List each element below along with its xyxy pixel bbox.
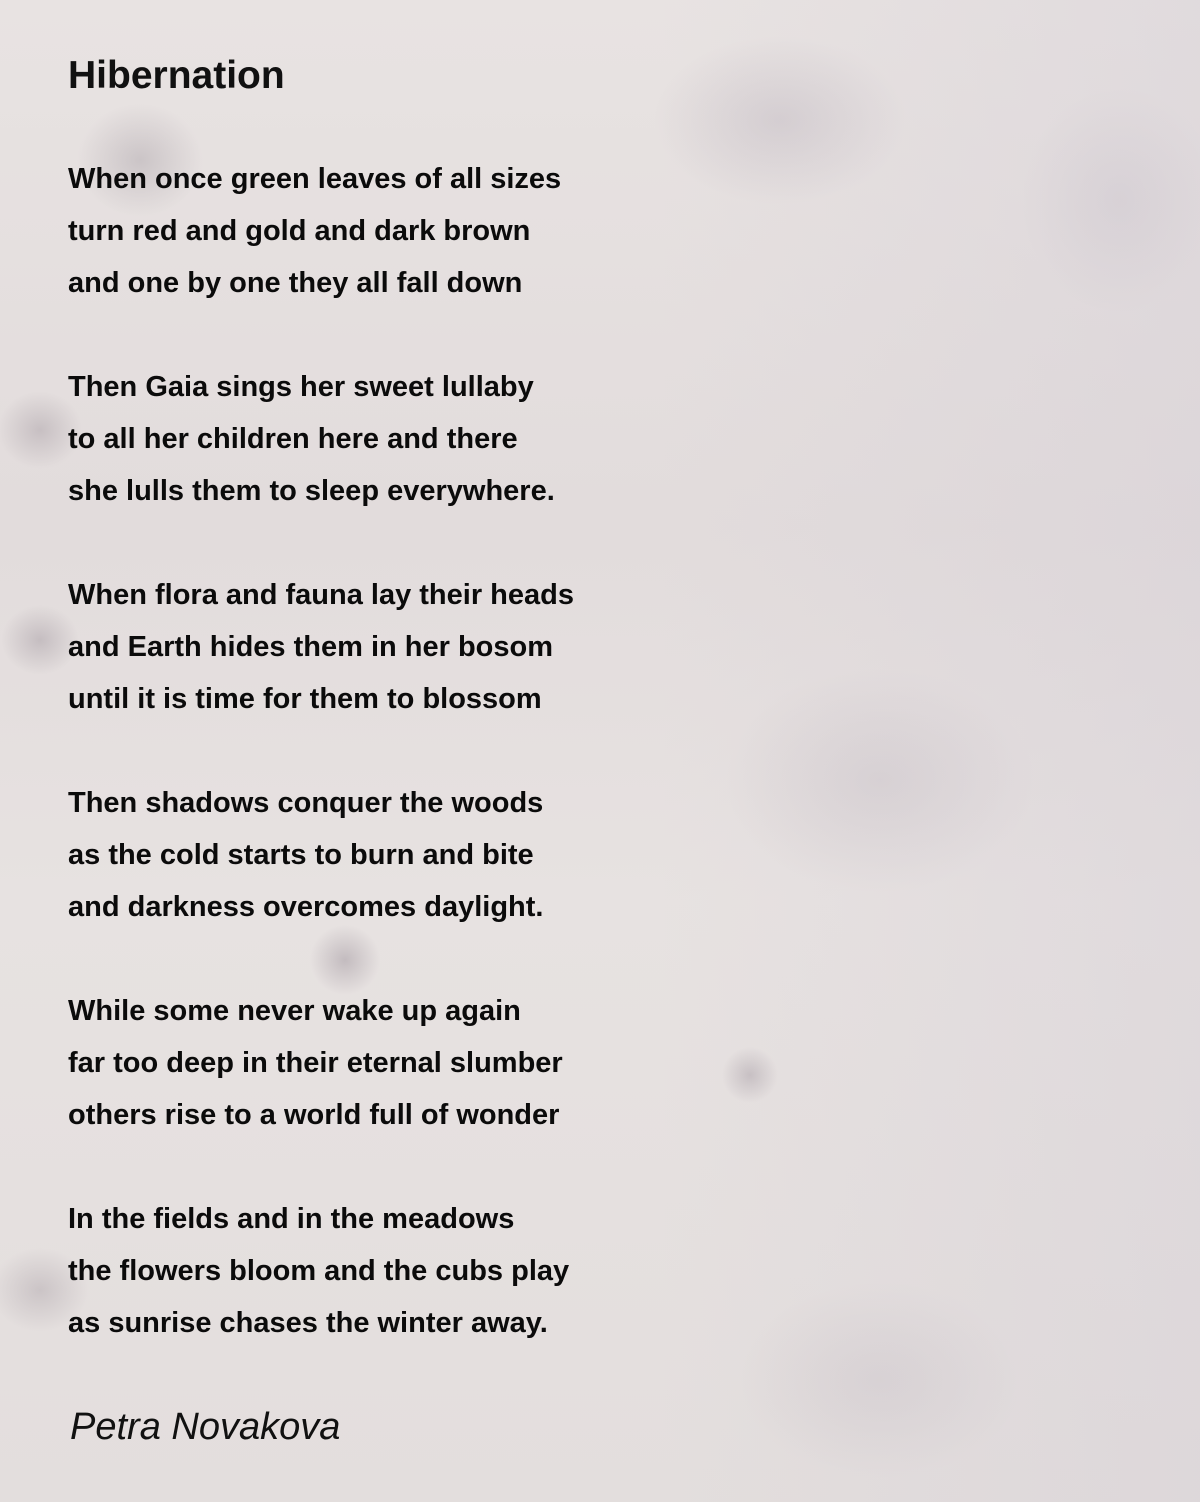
poem-line: as the cold starts to burn and bite [68, 839, 534, 871]
stanza-5 [68, 985, 688, 1141]
poem-line: the flowers bloom and the cubs play [68, 1255, 570, 1287]
poem-line: turn red and gold and dark brown [68, 215, 531, 247]
poem-line: as sunrise chases the winter away. [68, 1307, 548, 1339]
poem-line: and Earth hides them in her bosom [68, 631, 554, 663]
poem-line: others rise to a world full of wonder [68, 1099, 560, 1131]
poem-line: In the fields and in the meadows [68, 1203, 515, 1235]
stanza-6 [68, 1193, 688, 1349]
poem-author: Petra Novakova [70, 1406, 341, 1448]
poem-line: far too deep in their eternal slumber [68, 1047, 563, 1079]
poem-line: until it is time for them to blossom [68, 683, 542, 715]
poem-title: Hibernation [68, 54, 285, 97]
poem-line: Then Gaia sings her sweet lullaby [68, 371, 534, 403]
stanza-3 [68, 569, 688, 725]
poem-line: Then shadows conquer the woods [68, 787, 544, 819]
poem-line: she lulls them to sleep everywhere. [68, 475, 555, 507]
poem-body [68, 153, 688, 1401]
stanza-2 [68, 361, 688, 517]
stanza-1 [68, 153, 688, 309]
poem-line: When once green leaves of all sizes [68, 163, 562, 195]
poem-line: and one by one they all fall down [68, 267, 523, 299]
stanza-4 [68, 777, 688, 933]
poem-line: and darkness overcomes daylight. [68, 891, 544, 923]
poem-line: to all her children here and there [68, 423, 518, 455]
poem-line: While some never wake up again [68, 995, 521, 1027]
poem-line: When flora and fauna lay their heads [68, 579, 574, 611]
